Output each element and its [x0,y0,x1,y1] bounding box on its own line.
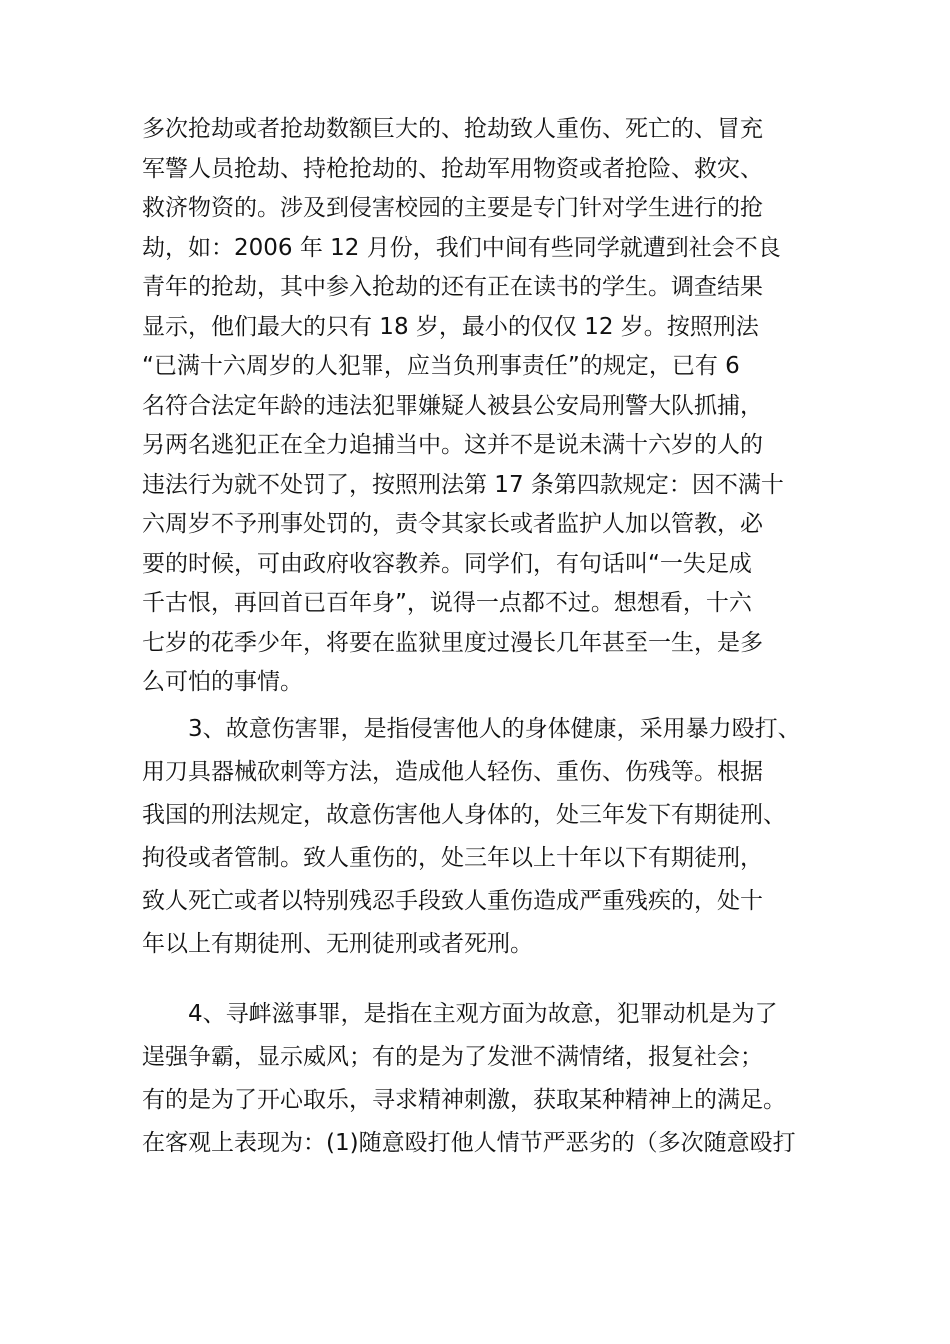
text-line: 拘役或者管制。致人重伤的，处三年以上十年以下有期徒刑， [142,845,763,871]
paragraph-intentional-injury [142,713,842,971]
text-line: 致人死亡或者以特别残忍手段致人重伤造成严重残疾的，处十 [142,888,763,914]
text-line: 劫，如：2006 年 12 月份，我们中间有些同学就遭到社会不良 [142,234,781,261]
text-line: 军警人员抢劫、持枪抢劫的、抢劫军用物资或者抢险、救灾、 [142,155,763,182]
paragraph-provoking-trouble [142,998,842,1170]
text-line: 六周岁不予刑事处罚的，责令其家长或者监护人加以管教，必 [142,511,763,537]
text-line: “已满十六周岁的人犯罪，应当负刑事责任”的规定，已有 6 [142,353,740,379]
text-line: 逞强争霸，显示威风；有的是为了发泄不满情绪，报复社会； [142,1044,763,1070]
text-line: 七岁的花季少年，将要在监狱里度过漫长几年甚至一生，是多 [142,629,763,656]
paragraph-robbery [142,113,842,706]
text-line: 年以上有期徒刑、无刑徒刑或者死刑。 [142,931,533,957]
text-line: 在客观上表现为：(1)随意殴打他人情节严恶劣的（多次随意殴打 [142,1130,796,1156]
text-line: 青年的抢劫，其中参入抢劫的还有正在读书的学生。调查结果 [142,274,763,300]
text-line: 用刀具器械砍刺等方法，造成他人轻伤、重伤、伤残等。根据 [142,759,763,785]
text-line: 违法行为就不处罚了，按照刑法第 17 条第四款规定：因不满十 [142,471,784,498]
text-line: 4、寻衅滋事罪，是指在主观方面为故意，犯罪动机是为了 [188,1001,778,1027]
text-line: 名符合法定年龄的违法犯罪嫌疑人被县公安局刑警大队抓捕， [142,392,763,419]
text-line: 要的时候，可由政府收容教养。同学们，有句话叫“一失足成 [142,550,752,577]
text-line: 么可怕的事情。 [142,669,303,695]
text-line: 救济物资的。涉及到侵害校园的主要是专门针对学生进行的抢 [142,195,763,221]
text-line: 多次抢劫或者抢劫数额巨大的、抢劫致人重伤、死亡的、冒充 [142,116,763,142]
text-line: 千古恨，再回首已百年身”，说得一点都不过。想想看，十六 [142,590,752,616]
text-line: 显示，他们最大的只有 18 岁，最小的仅仅 12 岁。按照刑法 [142,313,759,340]
text-line: 有的是为了开心取乐，寻求精神刺激，获取某种精神上的满足。 [142,1087,786,1113]
text-line: 另两名逃犯正在全力追捕当中。这并不是说未满十六岁的人的 [142,432,763,458]
text-line: 3、故意伤害罪，是指侵害他人的身体健康，采用暴力殴打、 [188,716,801,742]
text-line: 我国的刑法规定，故意伤害他人身体的，处三年发下有期徒刑、 [142,802,786,828]
